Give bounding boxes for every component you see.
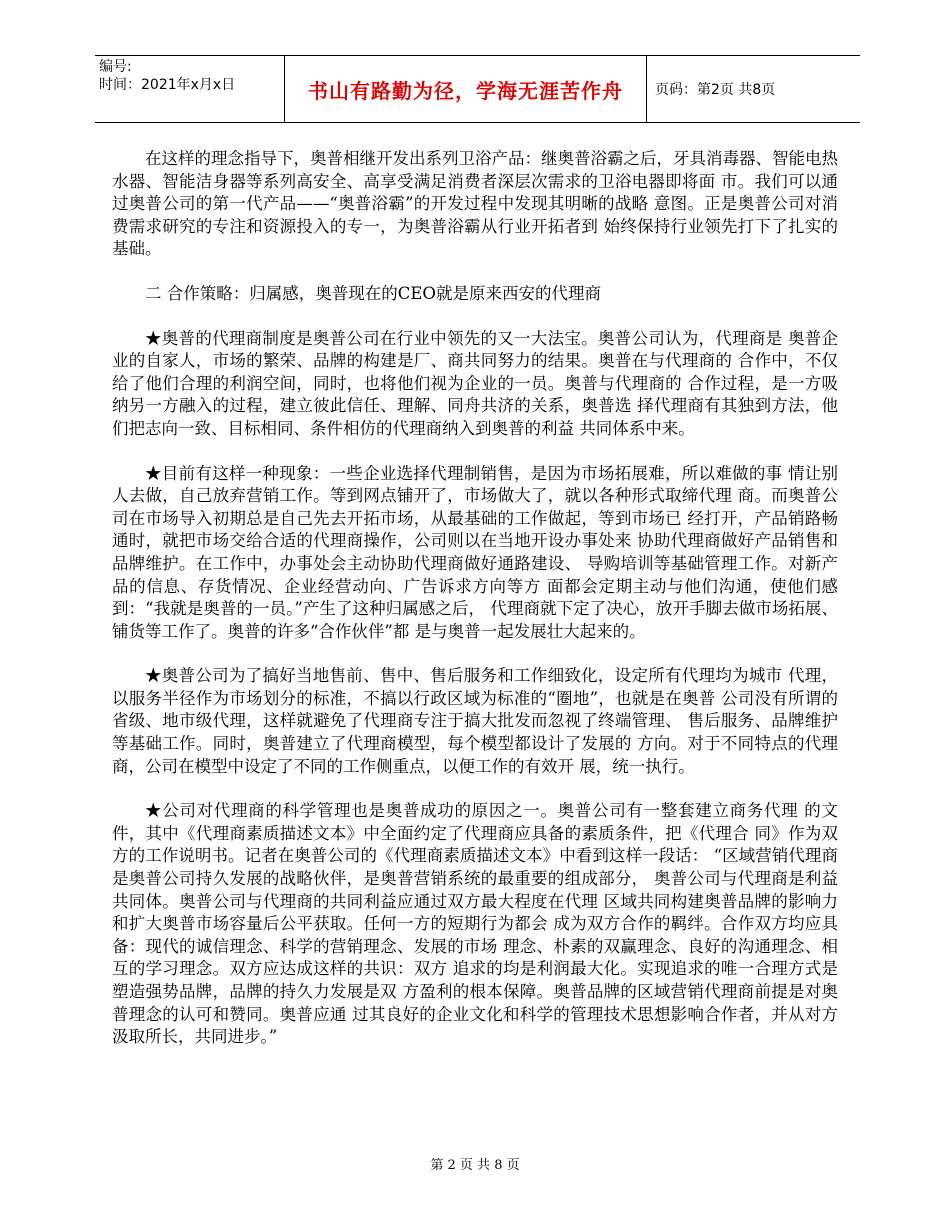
serial-label: 编号: <box>99 59 132 75</box>
paragraph-1: 在这样的理念指导下，奥普相继开发出系列卫浴产品：继奥普浴霸之后，牙具消毒器、智能电热水器、智能洁身器等系列高安全、高享受满足消费者深层次需求的卫浴电器即将面 市。我们可以通过奥普公司的第一代产品——“奥普浴霸”的开发过程中发现其明晰的战略 意图。正是奥普公司对消费需求研究的专注和资源投入的专一，为奥普浴霸从行业开拓者到 始终保持行业领先打下了扎实的基础。 <box>112 149 838 259</box>
section-heading: 二 合作策略：归属感，奥普现在的CEO就是原来西安的代理商 <box>145 283 601 303</box>
page-header <box>95 55 860 123</box>
header-page-number: 页码：第2页 共8页 <box>655 82 776 98</box>
paragraph-4: ★奥普公司为了搞好当地售前、售中、售后服务和工作细致化，设定所有代理均为城市 代理，以服务半径作为市场划分的标准，不搞以行政区域为标准的“圈地”，也就是在奥普 公司没有所谓的省级、地市级代理，这样就避免了代理商专注于搞大批发而忽视了终端管理、 售后服务、品牌维护等基础工作。同时，奥普建立了代理商模型，每个模型都设计了发展的 方向。对于不同特点的代理商，公司在模型中设定了不同的工作侧重点，以便工作的有效开 展，统一执行。 <box>112 666 838 776</box>
paragraph-5: ★公司对代理商的科学管理也是奥普成功的原因之一。奥普公司有一整套建立商务代理 的文件，其中《代理商素质描述文本》中全面约定了代理商应具备的素质条件，把《代理合 同》作为双方的工作说明书。记者在奥普公司的《代理商素质描述文本》中看到这样一段话： “区域营销代理商是奥普公司持久发展的战略伙伴，是奥普营销系统的最重要的组成部分， 奥普公司与代理商是利益共同体。奥普公司与代理商的共同利益应通过双方最大程度在代理 区域共同构建奥普品牌的影响力和扩大奥普市场容量后公平获取。任何一方的短期行为都会 成为双方合作的羁绊。合作双方均应具备：现代的诚信理念、科学的营销理念、发展的市场 理念、朴素的双赢理念、良好的沟通理念、相互的学习理念。双方应达成这样的共识：双方 追求的均是利润最大化。实现追求的唯一合理方式是塑造强势品牌，品牌的持久力发展是双 方盈利的根本保障。奥普品牌的区域营销代理商前提是对奥普理念的认可和赞同。奥普应通 过其良好的企业文化和科学的管理技术思想影响合作者，并从对方汲取所长，共同进步。” <box>112 801 838 1047</box>
paragraph-2: ★奥普的代理商制度是奥普公司在行业中领先的又一大法宝。奥普公司认为，代理商是 奥普企业的自家人，市场的繁荣、品牌的构建是厂、商共同努力的结果。奥普在与代理商的 合作中，不仅给了他们合理的利润空间，同时，也将他们视为企业的一员。奥普与代理商的 合作过程，是一方吸纳另一方融入的过程，建立彼此信任、理解、同舟共济的关系，奥普选 择代理商有其独到方法，他们把志向一致、目标相同、条件相仿的代理商纳入到奥普的利益 共同体系中来。 <box>112 328 838 438</box>
page-footer: 第 2 页 共 8 页 <box>430 1158 520 1173</box>
time-label: 时间：2021年x月x日 <box>99 77 236 93</box>
header-meta <box>95 56 285 122</box>
document-body <box>112 148 838 1071</box>
paragraph-3: ★目前有这样一种现象：一些企业选择代理制销售，是因为市场拓展难，所以难做的事 情让别人去做，自己放弃营销工作。等到网点铺开了，市场做大了，就以各种形式取缔代理 商。而奥普公司在市场导入初期总是自己先去开拓市场，从最基础的工作做起，等到市场已 经打开，产品销路畅通时，就把市场交给合适的代理商操作，公司则以在当地开设办事处来 协助代理商做好产品销售和品牌维护。在工作中，办事处会主动协助代理商做好通路建设、 导购培训等基础管理工作。对新产品的信息、存货情况、企业经营动向、广告诉求方向等方 面都会定期主动与他们沟通，使他们感到：“我就是奥普的一员。”产生了这种归属感之后， 代理商就下定了决心，放开手脚去做市场拓展、铺货等工作了。奥普的许多“合作伙伴”都 是与奥普一起发展壮大起来的。 <box>112 463 838 641</box>
header-motto: 书山有路勤为径，学海无涯苦作舟 <box>285 56 647 122</box>
